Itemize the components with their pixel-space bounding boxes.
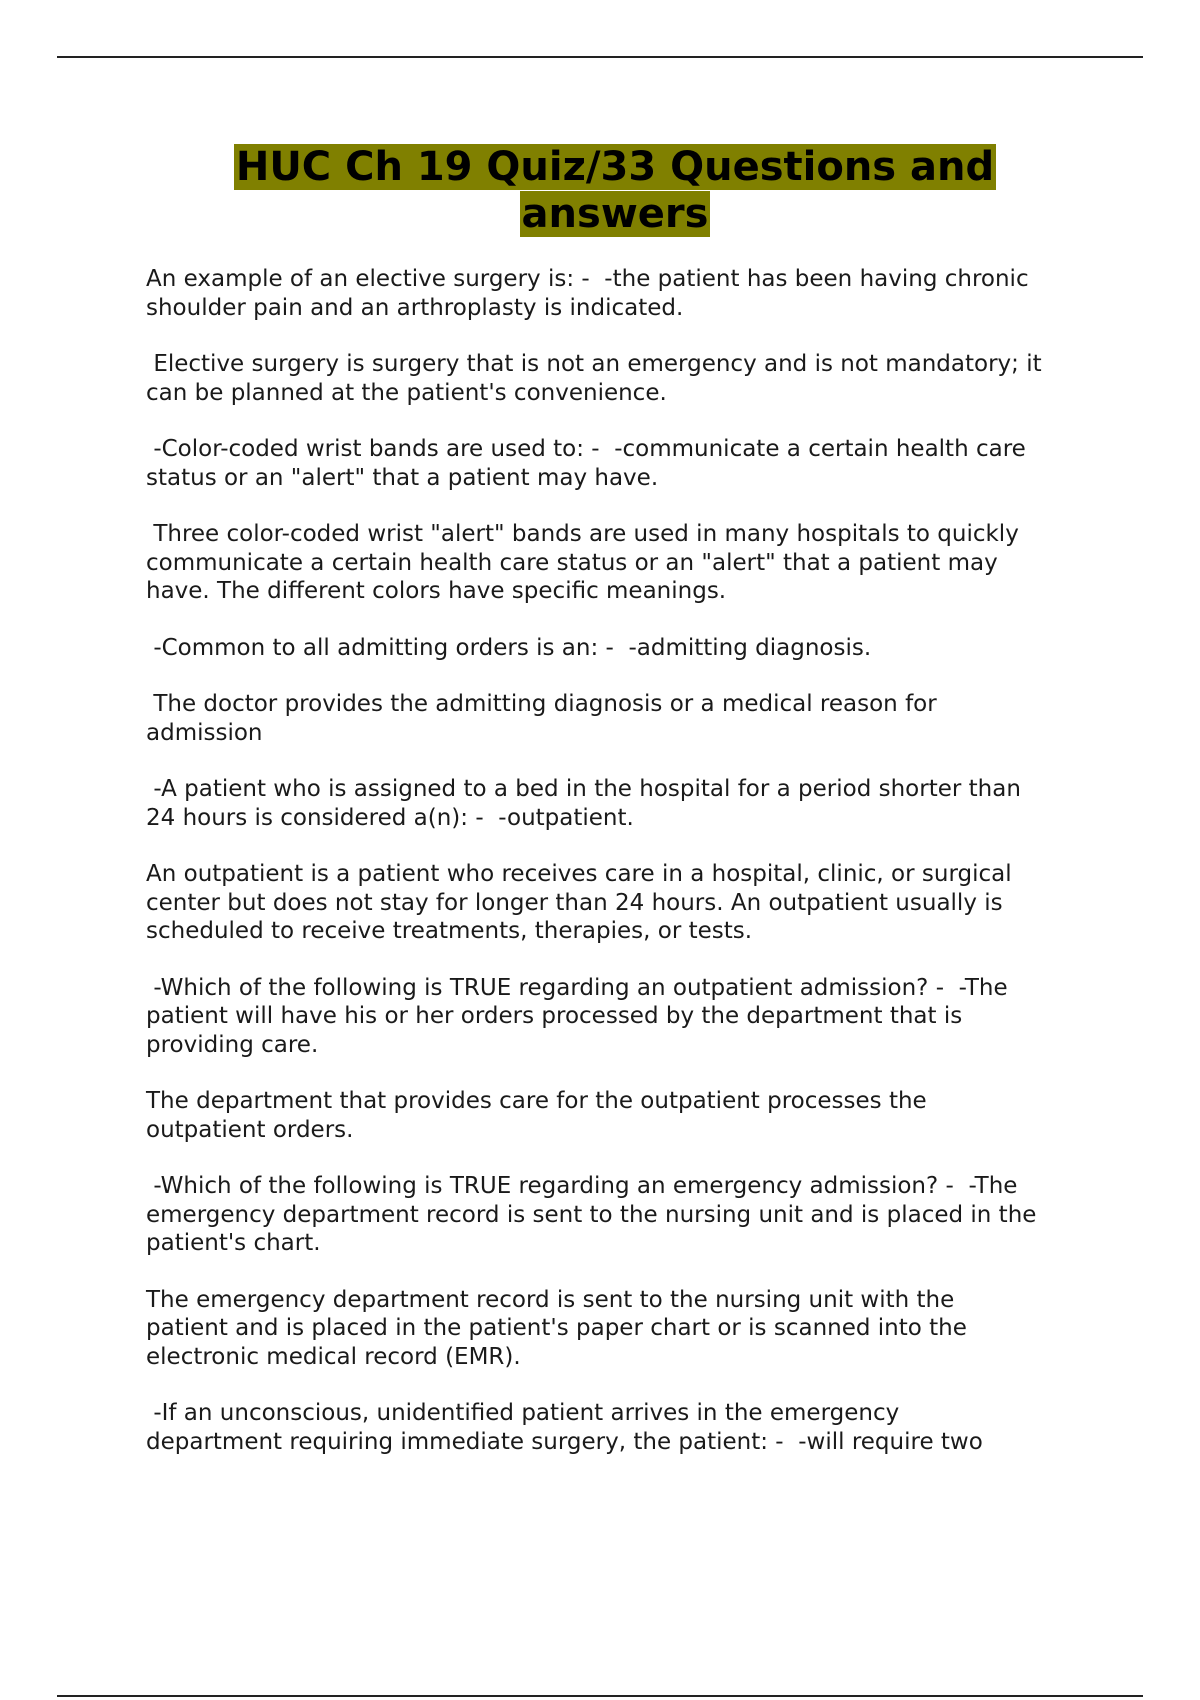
top-rule bbox=[57, 56, 1143, 58]
paragraph: An outpatient is a patient who receives care in a hospital, clinic, or surgical center but does not stay for longer than 24 hours. An outpatient usually is scheduled to receive treatments, therapies, or tests. bbox=[146, 861, 1012, 944]
bottom-rule bbox=[57, 1695, 1143, 1697]
paragraph: Three color-coded wrist "alert" bands are used in many hospitals to quickly communicate a certain health care status or an "alert" that a patient may have. The different colors have specific meanings. bbox=[146, 521, 1019, 604]
paragraph: -A patient who is assigned to a bed in the hospital for a period shorter than 24 hours is considered a(n): - -outpatient. bbox=[146, 776, 1021, 831]
paragraph: The emergency department record is sent to the nursing unit with the patient and is placed in the patient's paper chart or is scanned into the electronic medical record (EMR). bbox=[146, 1286, 967, 1370]
document-title bbox=[140, 144, 1090, 238]
title-line-1: HUC Ch 19 Quiz/33 Questions and bbox=[235, 144, 995, 190]
paragraph: -Color-coded wrist bands are used to: - -communicate a certain health care status or an "alert" that a patient may have. bbox=[146, 436, 1026, 491]
paragraph: -Which of the following is TRUE regarding an outpatient admission? - -The patient will have his or her orders processed by the department that is providing care. bbox=[146, 974, 1008, 1058]
paragraph: Elective surgery is surgery that is not an emergency and is not mandatory; it can be planned at the patient's convenience. bbox=[146, 351, 1042, 406]
title-line-2: answers bbox=[521, 191, 709, 237]
paragraph: -Common to all admitting orders is an: - -admitting diagnosis. bbox=[146, 634, 872, 661]
paragraph: -If an unconscious, unidentified patient arrives in the emergency department requiring immediate surgery, the patient: - -will require two bbox=[146, 1400, 983, 1455]
paragraph: The department that provides care for the outpatient processes the outpatient orders. bbox=[146, 1088, 927, 1143]
document-body bbox=[146, 265, 1096, 1484]
title-text bbox=[234, 144, 996, 237]
paragraph: An example of an elective surgery is: - -the patient has been having chronic shoulder pain and an arthroplasty is indicated. bbox=[146, 266, 1029, 321]
paragraph: The doctor provides the admitting diagnosis or a medical reason for admission bbox=[146, 691, 937, 746]
paragraph: -Which of the following is TRUE regarding an emergency admission? - -The emergency department record is sent to the nursing unit and is placed in the patient's chart. bbox=[146, 1173, 1037, 1256]
